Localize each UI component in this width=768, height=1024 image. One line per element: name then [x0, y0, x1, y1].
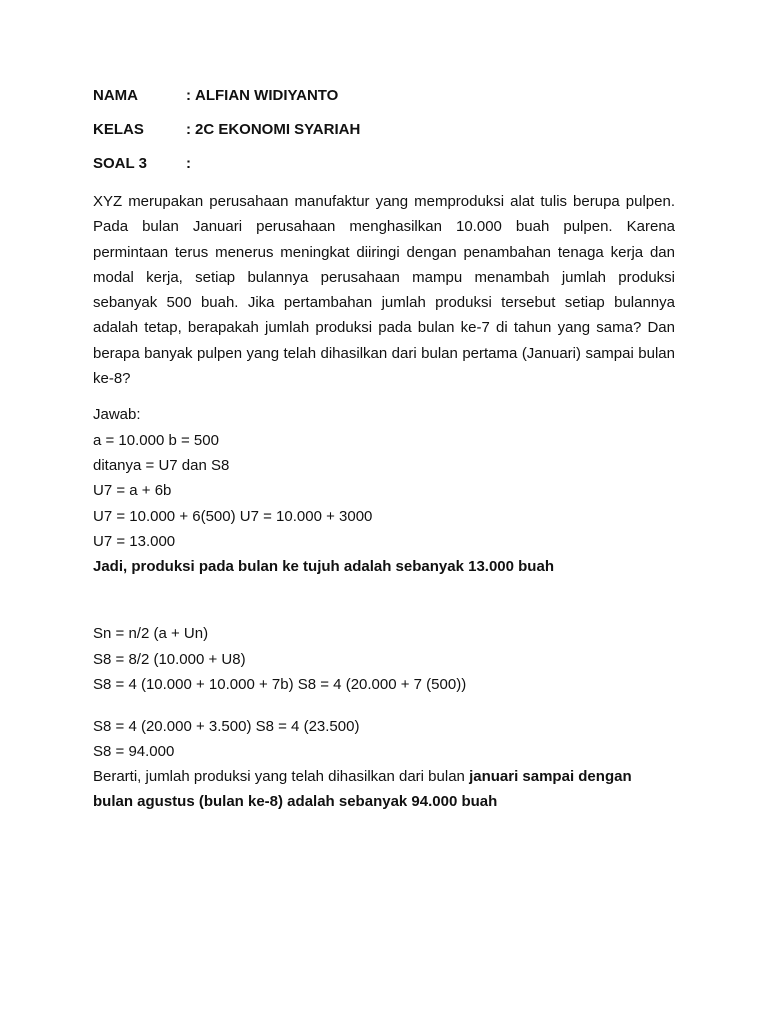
- u7-conclusion: Jadi, produksi pada bulan ke tujuh adalah sebanyak 13.000 buah: [93, 558, 554, 575]
- document-page: [93, 0, 675, 1024]
- s8-result: S8 = 94.000: [93, 743, 175, 760]
- u7-substitution: U7 = 10.000 + 6(500) U7 = 10.000 + 3000: [93, 508, 373, 525]
- question-number-separator: :: [186, 155, 191, 172]
- answer-label: Jawab:: [93, 406, 141, 423]
- question-number-row: [93, 155, 195, 173]
- class-separator: :: [186, 121, 191, 138]
- u7-result: U7 = 13.000: [93, 533, 176, 550]
- sn-formula: Sn = n/2 (a + Un): [93, 625, 209, 642]
- s8-conclusion-line-1: [93, 768, 632, 786]
- class-value: 2C EKONOMI SYARIAH: [195, 121, 361, 138]
- question-paragraph: XYZ merupakan perusahaan manufaktur yang memproduksi alat tulis berupa pulpen. Pada bulan Januari perusahaan menghasilkan 10.000 buah pulpen. Karena permintaan terus menerus meningkat diiringi dengan penambahan tenaga kerja dan modal kerja, setiap bulannya perusahaan mampu menambah jumlah produksi sebanyak 500 buah. Jika pertambahan jumlah produksi tersebut setiap bulannya adalah tetap, berapakah jumlah produksi pada bulan ke-7 di tahun yang sama? Dan berapa banyak pulpen yang telah dihasilkan dari bulan pertama (Januari) sampai bulan ke-8?: [93, 193, 675, 388]
- given-values: a = 10.000 b = 500: [93, 432, 219, 449]
- s8-step-1: S8 = 8/2 (10.000 + U8): [93, 651, 246, 668]
- name-row: [93, 87, 338, 105]
- class-label: KELAS: [93, 121, 144, 138]
- class-row: [93, 121, 360, 139]
- asked-values: ditanya = U7 dan S8: [93, 457, 230, 474]
- s8-step-2: S8 = 4 (10.000 + 10.000 + 7b) S8 = 4 (20.000 + 7 (500)): [93, 676, 467, 693]
- name-value: ALFIAN WIDIYANTO: [195, 87, 339, 104]
- s8-step-3: S8 = 4 (20.000 + 3.500) S8 = 4 (23.500): [93, 718, 360, 735]
- name-label: NAMA: [93, 87, 138, 104]
- question-number-label: SOAL 3: [93, 155, 147, 172]
- s8-conclusion-bold-1: januari sampai dengan: [469, 768, 632, 785]
- u7-formula: U7 = a + 6b: [93, 482, 172, 499]
- s8-conclusion-plain: Berarti, jumlah produksi yang telah dihasilkan dari bulan: [93, 768, 470, 785]
- s8-conclusion-line-2: bulan agustus (bulan ke-8) adalah sebanyak 94.000 buah: [93, 793, 498, 810]
- name-separator: :: [186, 87, 191, 104]
